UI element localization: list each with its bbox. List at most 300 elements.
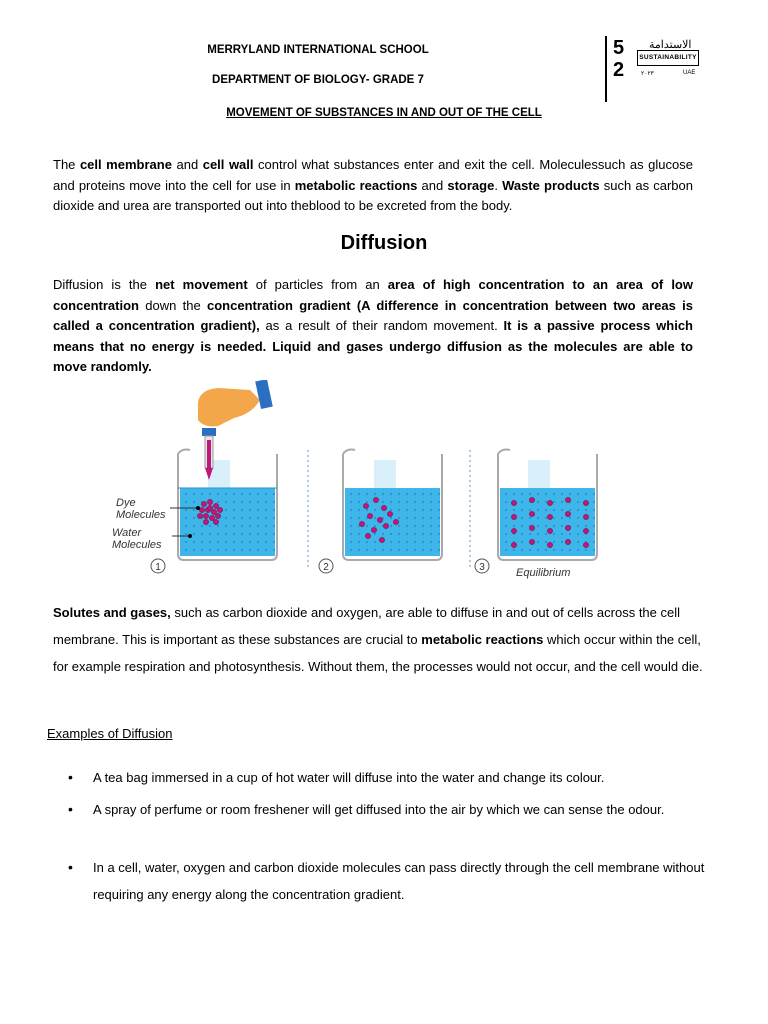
water-molecule (577, 501, 579, 503)
water-molecule (521, 501, 523, 503)
logo-arabic-text: الاستدامة (649, 39, 692, 51)
water-molecule (350, 517, 352, 519)
water-molecule (529, 549, 531, 551)
water-molecule (366, 509, 368, 511)
water-molecule (233, 549, 235, 551)
dye-molecule (363, 503, 368, 508)
dye-molecule (379, 537, 384, 542)
water-molecule (265, 525, 267, 527)
water-molecule (414, 541, 416, 543)
water-molecule (422, 509, 424, 511)
water-molecule (577, 509, 579, 511)
water-molecule (545, 493, 547, 495)
water-molecule (257, 549, 259, 551)
water-molecule (414, 509, 416, 511)
water-molecule (265, 541, 267, 543)
water-molecule (430, 501, 432, 503)
document-title: MOVEMENT OF SUBSTANCES IN AND OUT OF THE CELL (226, 107, 542, 119)
water-molecule (350, 501, 352, 503)
water-molecule (438, 525, 440, 527)
water-molecule (350, 509, 352, 511)
label-dye: Dye (116, 497, 136, 509)
water-molecule (430, 509, 432, 511)
dye-molecule (381, 505, 386, 510)
intro-paragraph: The cell membrane and cell wall control what substances enter and exit the cell. Moleculessuch as glucose and proteins move into the cell for use in metabolic reactions and storage. Waste products such as carbon dioxide and urea are transported out into theblood to be excreted from the body. (53, 157, 693, 213)
dye-molecule (359, 521, 364, 526)
water-molecule (201, 549, 203, 551)
water-molecule (185, 517, 187, 519)
water-molecule (505, 501, 507, 503)
water-molecule (529, 533, 531, 535)
label-water: Water (112, 527, 142, 539)
water-molecule (233, 533, 235, 535)
water-molecule (414, 517, 416, 519)
water-molecule (201, 493, 203, 495)
water-molecule (225, 501, 227, 503)
water-molecule (545, 525, 547, 527)
water-molecule (537, 525, 539, 527)
dye-molecule (371, 527, 376, 532)
dye-molecule (373, 497, 378, 502)
water-molecule (209, 533, 211, 535)
water-molecule (374, 549, 376, 551)
water-molecule (513, 549, 515, 551)
water-molecule (553, 509, 555, 511)
dye-molecule (529, 497, 534, 502)
water-molecule (569, 509, 571, 511)
water-molecule (505, 541, 507, 543)
water-molecule (249, 525, 251, 527)
bullet-icon: • (68, 801, 73, 817)
water-molecule (438, 501, 440, 503)
water-molecule (422, 541, 424, 543)
water-molecule (521, 525, 523, 527)
water-molecule (398, 549, 400, 551)
water-molecule (233, 501, 235, 503)
water-molecule (406, 517, 408, 519)
water-molecule (438, 549, 440, 551)
water-molecule (585, 493, 587, 495)
solutes-paragraph: Solutes and gases, such as carbon dioxide and oxygen, are able to diffuse in and out of cells across the cell membrane. This is important as these substances are crucial to metabolic reactions which occur within the cell, for example respiration and photosynthesis. Without them, the processes would not occur, and the cell would die. (53, 605, 703, 674)
water-molecule (398, 533, 400, 535)
water-molecule (390, 501, 392, 503)
dye-molecule (211, 509, 216, 514)
water-molecule (273, 541, 275, 543)
water-molecule (185, 501, 187, 503)
water-molecule (430, 533, 432, 535)
beaker-2 (343, 450, 442, 561)
label-equilibrium: Equilibrium (516, 567, 571, 579)
water-molecule (545, 517, 547, 519)
example-item-3: In a cell, water, oxygen and carbon dioxide molecules can pass directly through the cell membrane without requiring any energy along the concentration gradient. (93, 860, 705, 902)
water-molecule (537, 541, 539, 543)
water-molecule (193, 549, 195, 551)
water-molecule (225, 533, 227, 535)
water-molecule (241, 541, 243, 543)
water-molecule (366, 525, 368, 527)
water-molecule (505, 493, 507, 495)
dye-molecule (393, 519, 398, 524)
dye-molecule (583, 514, 588, 519)
water-molecule (185, 493, 187, 495)
water-molecule (430, 541, 432, 543)
water-molecule (414, 549, 416, 551)
step-1: 1 (155, 562, 161, 573)
water-molecule (593, 525, 595, 527)
water-molecule (513, 493, 515, 495)
water-molecule (265, 533, 267, 535)
water-molecule (553, 533, 555, 535)
water-molecule (406, 509, 408, 511)
dye-molecule (547, 514, 552, 519)
water-molecule (225, 509, 227, 511)
water-molecule (374, 493, 376, 495)
water-molecule (414, 493, 416, 495)
water-molecule (577, 525, 579, 527)
water-molecule (193, 533, 195, 535)
water-molecule (577, 549, 579, 551)
water-molecule (350, 525, 352, 527)
water-molecule (537, 509, 539, 511)
dye-molecule (565, 497, 570, 502)
water-molecule (593, 509, 595, 511)
water-molecule (505, 509, 507, 511)
water-molecule (249, 533, 251, 535)
water-molecule (561, 501, 563, 503)
dropper-hand (198, 380, 273, 480)
water-molecule (217, 525, 219, 527)
water-molecule (561, 541, 563, 543)
water-molecule (593, 493, 595, 495)
department-name: DEPARTMENT OF BIOLOGY- GRADE 7 (212, 74, 424, 86)
water-molecule (545, 533, 547, 535)
water-molecule (273, 517, 275, 519)
water-molecule (438, 533, 440, 535)
water-molecule (569, 549, 571, 551)
water-molecule (529, 493, 531, 495)
water-molecule (537, 493, 539, 495)
dye-molecule (365, 533, 370, 538)
water-molecule (545, 509, 547, 511)
water-molecule (422, 501, 424, 503)
water-molecule (350, 533, 352, 535)
water-molecule (398, 493, 400, 495)
water-molecule (350, 493, 352, 495)
water-molecule (553, 517, 555, 519)
water-molecule (529, 517, 531, 519)
water-molecule (241, 493, 243, 495)
water-molecule (593, 517, 595, 519)
water-molecule (209, 549, 211, 551)
water-molecule (241, 517, 243, 519)
water-molecule (209, 493, 211, 495)
water-molecule (414, 525, 416, 527)
dye-molecule (209, 515, 214, 520)
water-molecule (553, 525, 555, 527)
water-molecule (358, 509, 360, 511)
water-molecule (201, 525, 203, 527)
dye-molecule (377, 517, 382, 522)
dye-molecule (383, 523, 388, 528)
water-molecule (593, 541, 595, 543)
water-molecule (257, 517, 259, 519)
water-molecule (521, 541, 523, 543)
dye-molecule (511, 542, 516, 547)
water-molecule (422, 493, 424, 495)
water-molecule (193, 509, 195, 511)
dye-molecule (583, 528, 588, 533)
water-molecule (217, 533, 219, 535)
water-molecule (521, 493, 523, 495)
water-molecule (233, 525, 235, 527)
water-molecule (521, 509, 523, 511)
water-molecule (374, 541, 376, 543)
water-molecule (422, 533, 424, 535)
water-molecule (553, 501, 555, 503)
dye-molecule (511, 528, 516, 533)
water-molecule (257, 525, 259, 527)
water-molecule (350, 541, 352, 543)
dye-molecule (387, 511, 392, 516)
water-molecule (398, 525, 400, 527)
water-molecule (422, 517, 424, 519)
water-molecule (521, 549, 523, 551)
water-molecule (577, 517, 579, 519)
water-molecule (374, 533, 376, 535)
water-molecule (185, 549, 187, 551)
water-molecule (249, 509, 251, 511)
beaker-1 (178, 450, 277, 561)
water-molecule (241, 509, 243, 511)
sustainability-logo (603, 36, 703, 104)
water-molecule (569, 493, 571, 495)
diffusion-figure (100, 380, 610, 580)
section-heading: Diffusion (340, 232, 428, 254)
examples-heading: Examples of Diffusion (47, 726, 173, 741)
water-molecule (273, 533, 275, 535)
water-molecule (382, 549, 384, 551)
dye-molecule (565, 539, 570, 544)
water-molecule (193, 525, 195, 527)
water-molecule (430, 493, 432, 495)
water-molecule (193, 501, 195, 503)
water-molecule (521, 517, 523, 519)
water-molecule (585, 549, 587, 551)
dye-molecule (547, 500, 552, 505)
water-molecule (273, 501, 275, 503)
water-molecule (265, 517, 267, 519)
water-molecule (414, 533, 416, 535)
water-molecule (185, 541, 187, 543)
water-molecule (241, 533, 243, 535)
water-molecule (505, 517, 507, 519)
dye-molecule (583, 542, 588, 547)
water-molecule (513, 509, 515, 511)
water-molecule (273, 549, 275, 551)
dye-molecule (529, 525, 534, 530)
water-molecule (225, 525, 227, 527)
water-molecule (561, 549, 563, 551)
water-molecule (217, 493, 219, 495)
water-molecule (201, 541, 203, 543)
dye-molecule (583, 500, 588, 505)
water-molecule (273, 493, 275, 495)
water-molecule (430, 525, 432, 527)
water-molecule (545, 501, 547, 503)
water-molecule (257, 509, 259, 511)
water-molecule (225, 541, 227, 543)
dye-molecule (511, 514, 516, 519)
water-molecule (398, 501, 400, 503)
water-molecule (358, 493, 360, 495)
water-molecule (257, 501, 259, 503)
water-molecule (553, 541, 555, 543)
water-molecule (225, 493, 227, 495)
water-molecule (374, 509, 376, 511)
water-molecule (505, 525, 507, 527)
water-molecule (537, 549, 539, 551)
dye-molecule (213, 519, 218, 524)
water-molecule (382, 493, 384, 495)
water-molecule (585, 525, 587, 527)
water-molecule (257, 533, 259, 535)
water-molecule (265, 493, 267, 495)
logo-number-bottom: 2 (613, 59, 625, 81)
water-molecule (185, 533, 187, 535)
water-molecule (537, 517, 539, 519)
water-molecule (398, 541, 400, 543)
water-molecule (241, 525, 243, 527)
water-molecule (577, 533, 579, 535)
dye-molecule (367, 513, 372, 518)
water-molecule (358, 541, 360, 543)
label-dye-molecules: Molecules (116, 509, 166, 521)
water-molecule (521, 533, 523, 535)
water-molecule (217, 549, 219, 551)
water-molecule (265, 501, 267, 503)
diffusion-paragraph: Diffusion is the net movement of particles from an area of high concentration to an area of low concentration down the concentration gradient (A difference in concentration between two areas is called a concentration gradient), as a result of their random movement. It is a passive process which means that no energy is needed. Liquid and gases undergo diffusion as the molecules are able to move randomly. (53, 277, 693, 374)
water-molecule (233, 541, 235, 543)
water-molecule (422, 549, 424, 551)
water-molecule (561, 493, 563, 495)
example-item-2: A spray of perfume or room freshener will get diffused into the air by which we can sense the odour. (93, 802, 665, 817)
water-molecule (561, 517, 563, 519)
water-molecule (422, 525, 424, 527)
water-molecule (201, 533, 203, 535)
water-molecule (406, 533, 408, 535)
water-molecule (398, 517, 400, 519)
label-water-molecules: Molecules (112, 539, 162, 551)
dye-molecule (199, 507, 204, 512)
bullet-icon: • (68, 769, 73, 785)
water-molecule (358, 517, 360, 519)
dye-molecule (203, 513, 208, 518)
water-molecule (233, 493, 235, 495)
dye-molecule (217, 507, 222, 512)
water-molecule (561, 525, 563, 527)
water-molecule (577, 541, 579, 543)
water-molecule (249, 549, 251, 551)
water-molecule (406, 541, 408, 543)
water-molecule (430, 549, 432, 551)
water-molecule (569, 533, 571, 535)
water-molecule (257, 541, 259, 543)
water-molecule (390, 493, 392, 495)
water-molecule (406, 493, 408, 495)
water-molecule (193, 493, 195, 495)
water-molecule (273, 509, 275, 511)
water-molecule (390, 541, 392, 543)
water-molecule (185, 525, 187, 527)
water-molecule (366, 541, 368, 543)
water-molecule (265, 549, 267, 551)
dye-molecule (547, 542, 552, 547)
water-molecule (593, 501, 595, 503)
water-molecule (553, 549, 555, 551)
water-molecule (406, 525, 408, 527)
water-molecule (414, 501, 416, 503)
logo-label: SUSTAINABILITY (637, 50, 699, 66)
water-molecule (241, 501, 243, 503)
water-molecule (390, 533, 392, 535)
dye-molecule (529, 539, 534, 544)
water-molecule (438, 517, 440, 519)
water-molecule (233, 517, 235, 519)
water-molecule (374, 525, 376, 527)
water-molecule (561, 509, 563, 511)
step-2: 2 (323, 562, 329, 573)
logo-number-top: 5 (613, 37, 625, 59)
dye-molecule (201, 501, 206, 506)
water-molecule (569, 517, 571, 519)
water-molecule (382, 533, 384, 535)
dye-molecule (207, 505, 212, 510)
water-molecule (358, 501, 360, 503)
water-molecule (193, 517, 195, 519)
water-molecule (593, 533, 595, 535)
dye-molecule (213, 503, 218, 508)
dye-molecule (511, 500, 516, 505)
school-name: MERRYLAND INTERNATIONAL SCHOOL (207, 44, 429, 56)
water-molecule (358, 533, 360, 535)
step-3: 3 (479, 562, 485, 573)
water-molecule (553, 493, 555, 495)
water-molecule (217, 501, 219, 503)
water-molecule (577, 493, 579, 495)
example-item-1: A tea bag immersed in a cup of hot water will diffuse into the water and change its colour. (93, 770, 605, 785)
water-molecule (366, 501, 368, 503)
water-molecule (374, 517, 376, 519)
water-molecule (273, 525, 275, 527)
water-molecule (390, 509, 392, 511)
water-molecule (350, 549, 352, 551)
water-molecule (505, 549, 507, 551)
water-molecule (209, 525, 211, 527)
water-molecule (438, 541, 440, 543)
water-molecule (265, 509, 267, 511)
dye-molecule (197, 513, 202, 518)
logo-small-right: UAE (683, 70, 696, 76)
water-molecule (513, 525, 515, 527)
dye-molecule (203, 519, 208, 524)
water-molecule (537, 533, 539, 535)
water-molecule (545, 541, 547, 543)
water-molecule (585, 509, 587, 511)
water-molecule (529, 509, 531, 511)
water-molecule (209, 541, 211, 543)
water-molecule (193, 541, 195, 543)
dye-molecule (207, 499, 212, 504)
